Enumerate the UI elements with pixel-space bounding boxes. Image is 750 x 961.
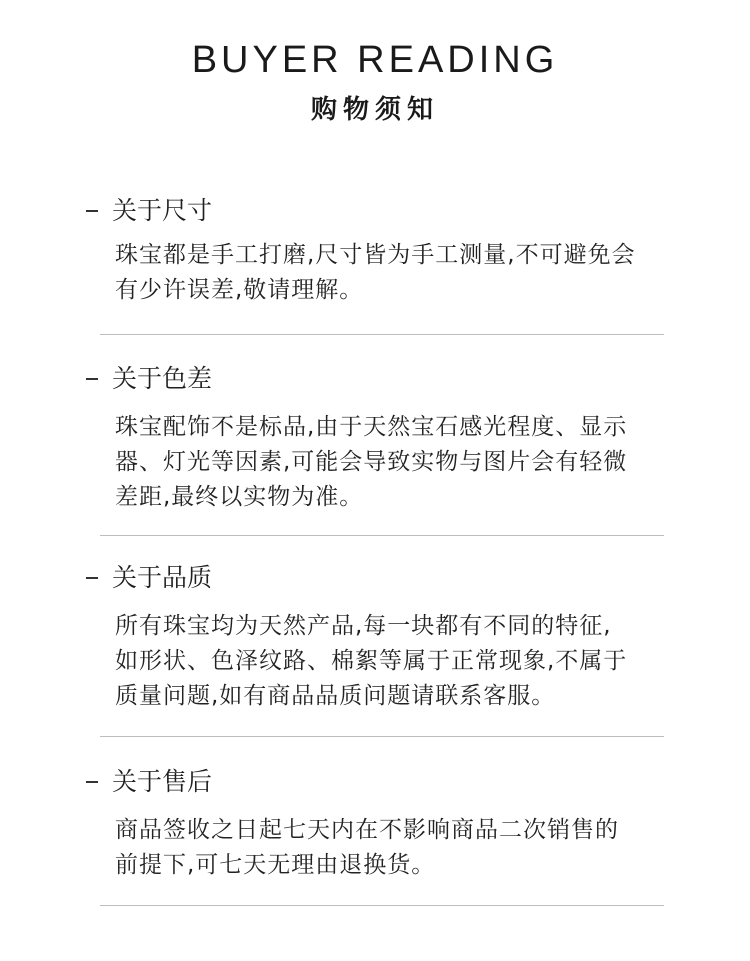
section-heading-label: 关于尺寸 <box>112 196 213 225</box>
dash-icon <box>86 210 98 212</box>
section-divider <box>100 334 664 335</box>
section-body-color <box>115 410 675 515</box>
section-line: 有少许误差,敬请理解。 <box>115 277 364 303</box>
section-line: 前提下,可七天无理由退换货。 <box>115 852 436 878</box>
section-body-quality <box>115 609 675 714</box>
section-divider <box>100 535 664 536</box>
section-heading-size <box>86 194 212 228</box>
dash-icon <box>86 577 98 579</box>
section-line: 器、灯光等因素,可能会导致实物与图片会有轻微 <box>115 449 628 475</box>
section-line: 如形状、色泽纹路、棉絮等属于正常现象,不属于 <box>115 648 628 674</box>
section-body-after-sales <box>115 813 675 883</box>
page-title-cn: 购物须知 <box>310 95 439 125</box>
section-heading-label: 关于色差 <box>112 364 213 393</box>
section-body-size <box>115 238 675 308</box>
section-line: 差距,最终以实物为准。 <box>115 484 364 510</box>
section-line: 珠宝都是手工打磨,尺寸皆为手工测量,不可避免会 <box>115 242 636 268</box>
section-divider <box>100 905 664 906</box>
section-heading-color <box>86 362 212 396</box>
section-heading-label: 关于品质 <box>112 563 213 592</box>
section-line: 所有珠宝均为天然产品,每一块都有不同的特征, <box>115 613 612 639</box>
dash-icon <box>86 378 98 380</box>
section-line: 珠宝配饰不是标品,由于天然宝石感光程度、显示 <box>115 414 628 440</box>
section-heading-after-sales <box>86 765 212 799</box>
dash-icon <box>86 781 98 783</box>
section-heading-label: 关于售后 <box>112 767 213 796</box>
section-line: 商品签收之日起七天内在不影响商品二次销售的 <box>115 817 619 843</box>
section-line: 质量问题,如有商品品质问题请联系客服。 <box>115 683 556 709</box>
section-heading-quality <box>86 561 212 595</box>
section-divider <box>100 736 664 737</box>
page-title-en: BUYER READING <box>191 39 559 81</box>
